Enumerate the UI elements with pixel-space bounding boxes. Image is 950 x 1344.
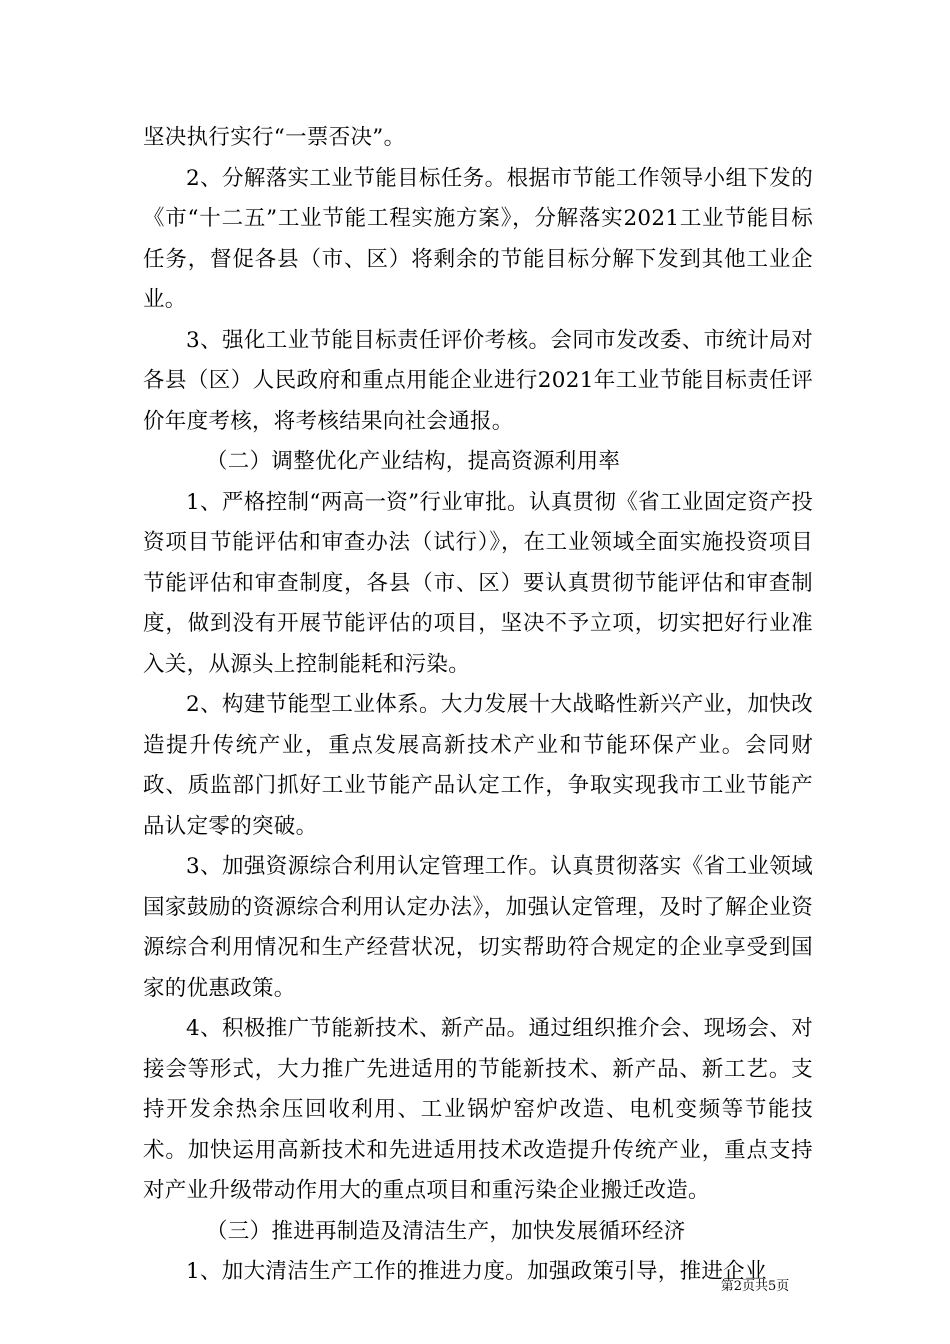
document-body xyxy=(143,118,813,1293)
paragraph-clean-production: 1、加大清洁生产工作的推进力度。加强政策引导，推进企业 xyxy=(186,1259,767,1284)
paragraph-industrial-system: 2、构建节能型工业体系。大力发展十大战略性新兴产业，加快改造提升传统产业，重点发展高新技术产业和节能环保产业。会同财政、质监部门抓好工业节能产品认定工作，争取实现我市工业节能产品认定零的突破。 xyxy=(143,692,813,839)
paragraph-resource-utilization: 3、加强资源综合利用认定管理工作。认真贯彻落实《省工业领域国家鼓励的资源综合利用认定办法》，加强认定管理，及时了解企业资源综合利用情况和生产经营状况，切实帮助符合规定的企业享受到国家的优惠政策。 xyxy=(143,854,813,1001)
section-heading-3: （三）推进再制造及清洁生产，加快发展循环经济 xyxy=(206,1218,686,1244)
page-number-footer: 第2页共5页 xyxy=(720,1279,790,1294)
paragraph-approval-control: 1、严格控制“两高一资”行业审批。认真贯彻《省工业固定资产投资项目节能评估和审查办法（试行）》，在工业领域全面实施投资项目节能评估和审查制度，各县（市、区）要认真贯彻节能评估和审查制度，做到没有开展节能评估的项目，坚决不予立项，切实把好行业准入关，从源头上控制能耗和污染。 xyxy=(143,489,813,677)
paragraph-new-technology: 4、积极推广节能新技术、新产品。通过组织推介会、现场会、对接会等形式，大力推广先进适用的节能新技术、新产品、新工艺。支持开发余热余压回收利用、工业锅炉窑炉改造、电机变频等节能技术。加快运用高新技术和先进适用技术改造提升传统产业，重点支持对产业升级带动作用大的重点项目和重污染企业搬迁改造。 xyxy=(143,1016,813,1203)
paragraph-task-decomposition: 2、分解落实工业节能目标任务。根据市节能工作领导小组下发的《市“十二五”工业节能工程实施方案》，分解落实2021工业节能目标任务，督促各县（市、区）将剩余的节能目标分解下发到其他工业企业。 xyxy=(143,165,813,312)
section-heading-2: （二）调整优化产业结构，提高资源利用率 xyxy=(206,449,621,474)
paragraph-continuation: 坚决执行实行“一票否决”。 xyxy=(143,125,406,150)
paragraph-assessment: 3、强化工业节能目标责任评价考核。会同市发改委、市统计局对各县（区）人民政府和重点用能企业进行2021年工业节能目标责任评价年度考核，将考核结果向社会通报。 xyxy=(143,327,813,434)
